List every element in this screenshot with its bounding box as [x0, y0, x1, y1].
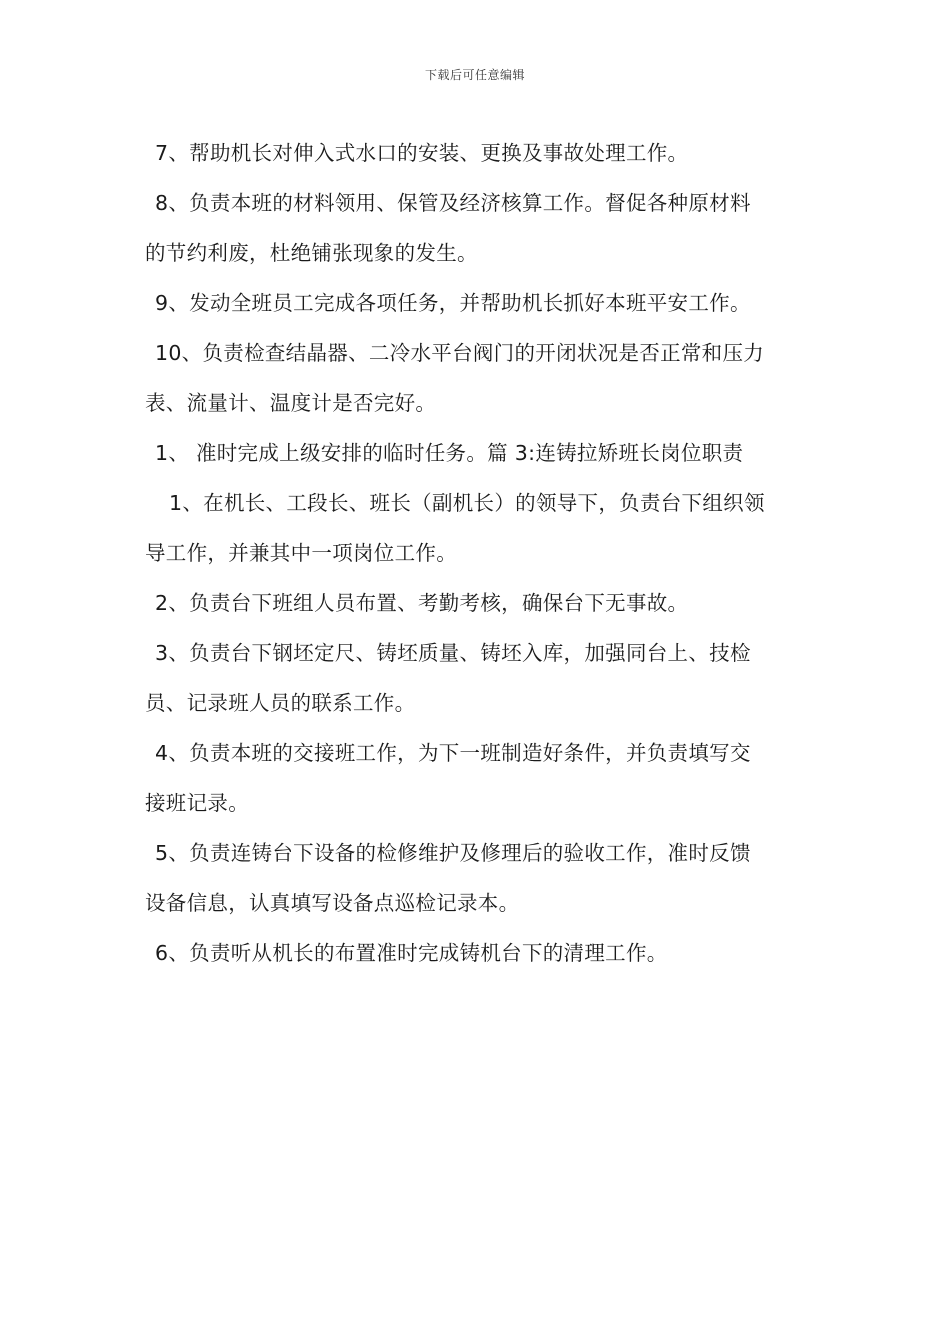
paragraph-line: 9、发动全班员工完成各项任务，并帮助机长抓好本班平安工作。 [155, 291, 751, 315]
paragraph-line: 5、负责连铸台下设备的检修维护及修理后的验收工作，准时反馈 [155, 841, 751, 865]
paragraph-line: 8、负责本班的材料领用、保管及经济核算工作。督促各种原材料 [155, 191, 751, 215]
paragraph-line: 4、负责本班的交接班工作，为下一班制造好条件，并负责填写交 [155, 741, 751, 765]
paragraph-line: 2、负责台下班组人员布置、考勤考核，确保台下无事故。 [155, 591, 689, 615]
header-note: 下载后可任意编辑 [424, 68, 525, 82]
paragraph-line: 员、记录班人员的联系工作。 [145, 691, 416, 715]
paragraph-line: 1、在机长、工段长、班长（副机长）的领导下，负责台下组织领 [169, 491, 765, 515]
paragraph-line: 表、流量计、温度计是否完好。 [145, 391, 437, 415]
paragraph-line: 10、负责检查结晶器、二冷水平台阀门的开闭状况是否正常和压力 [155, 341, 765, 365]
paragraph-line: 接班记录。 [145, 791, 249, 815]
paragraph-line: 导工作，并兼其中一项岗位工作。 [145, 541, 457, 565]
paragraph-line: 1、 准时完成上级安排的临时任务。篇 3:连铸拉矫班长岗位职责 [155, 441, 744, 465]
paragraph-line: 3、负责台下钢坯定尺、铸坯质量、铸坯入库，加强同台上、技检 [155, 641, 751, 665]
paragraph-line: 的节约利废，杜绝铺张现象的发生。 [145, 241, 478, 265]
document-body [145, 128, 810, 978]
paragraph-line: 7、帮助机长对伸入式水口的安装、更换及事故处理工作。 [155, 141, 689, 165]
paragraph-line: 设备信息，认真填写设备点巡检记录本。 [145, 891, 520, 915]
paragraph-line: 6、负责听从机长的布置准时完成铸机台下的清理工作。 [155, 941, 668, 965]
